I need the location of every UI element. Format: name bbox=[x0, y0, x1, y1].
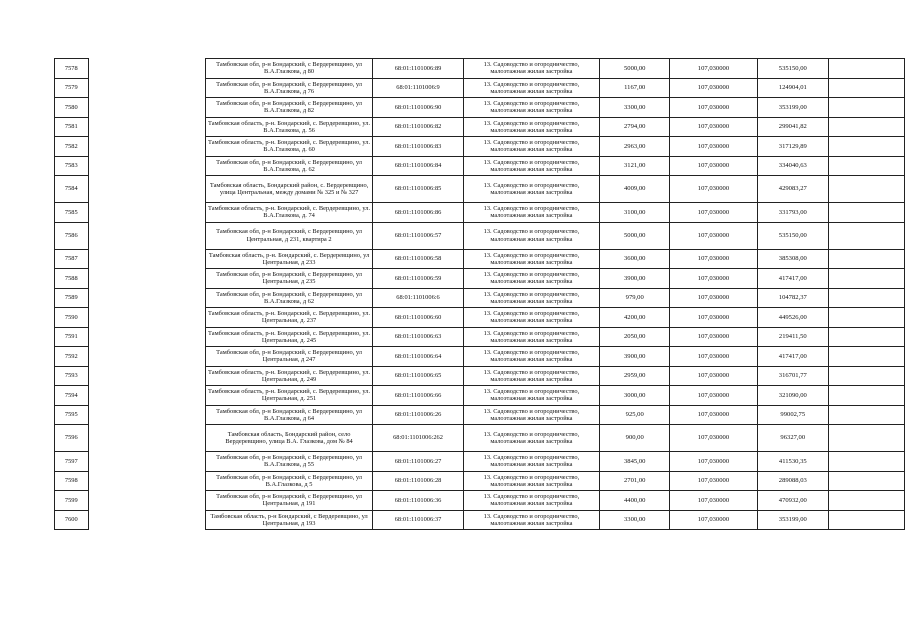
table-row bbox=[55, 203, 905, 223]
land-use-cell: 13. Садоводство и огородничество, малоэтажная жилая застройка bbox=[463, 117, 600, 137]
area-cell: 2963,00 bbox=[600, 137, 670, 157]
cadastral-value-cell: 353199,00 bbox=[757, 98, 828, 118]
table-row bbox=[55, 308, 905, 328]
row-number-cell: 7592 bbox=[55, 347, 89, 367]
address-cell: Тамбовская обл, р-н Бондарский, с Вердеревщино, ул В.А.Глазкова, д 5 bbox=[205, 471, 373, 491]
blank-cell bbox=[88, 269, 205, 289]
land-use-cell: 13. Садоводство и огородничество, малоэтажная жилая застройка bbox=[463, 222, 600, 249]
area-cell: 2959,00 bbox=[600, 366, 670, 386]
blank-cell bbox=[88, 491, 205, 511]
specific-value-cell: 107,030000 bbox=[670, 269, 758, 289]
address-cell: Тамбовская область, Бондарский район, с. Вердеревщино, улица Центральная, между домами № 325 и № 327 bbox=[205, 176, 373, 203]
cadastral-value-cell: 417417,00 bbox=[757, 269, 828, 289]
address-cell: Тамбовская область, Бондарский район, село Вердеревщино, улица В.А. Глазкова, дом № 84 bbox=[205, 425, 373, 452]
cadastral-number-cell: 68:01:1101006:28 bbox=[373, 471, 463, 491]
cadastral-number-cell: 68:01:1101006:85 bbox=[373, 176, 463, 203]
blank-cell bbox=[828, 117, 904, 137]
land-use-cell: 13. Садоводство и огородничество, малоэтажная жилая застройка bbox=[463, 137, 600, 157]
row-number-cell: 7583 bbox=[55, 156, 89, 176]
specific-value-cell: 107,030000 bbox=[670, 59, 758, 79]
area-cell: 3845,00 bbox=[600, 452, 670, 472]
row-number-cell: 7596 bbox=[55, 425, 89, 452]
blank-cell bbox=[828, 156, 904, 176]
cadastral-value-cell: 411530,35 bbox=[757, 452, 828, 472]
cadastral-number-cell: 68:01:1101006:89 bbox=[373, 59, 463, 79]
blank-cell bbox=[88, 137, 205, 157]
land-use-cell: 13. Садоводство и огородничество, малоэтажная жилая застройка bbox=[463, 249, 600, 269]
address-cell: Тамбовская обл, р-н Бондарский, с Вердеревщино, ул Центральная, д 231, квартира 2 bbox=[205, 222, 373, 249]
blank-cell bbox=[88, 471, 205, 491]
row-number-cell: 7581 bbox=[55, 117, 89, 137]
cadastral-number-cell: 68:01:1101006:86 bbox=[373, 203, 463, 223]
area-cell: 1167,00 bbox=[600, 78, 670, 98]
address-cell: Тамбовская область, р-н. Бондарский, с. Вердеревщино, ул. Центральная, д. 251 bbox=[205, 386, 373, 406]
specific-value-cell: 107,030000 bbox=[670, 249, 758, 269]
table-row bbox=[55, 269, 905, 289]
address-cell: Тамбовская обл, р-н Бондарский, с Вердеревщино, ул В.А.Глазкова, д. 62 bbox=[205, 156, 373, 176]
blank-cell bbox=[88, 222, 205, 249]
table-row bbox=[55, 137, 905, 157]
row-number-cell: 7579 bbox=[55, 78, 89, 98]
land-use-cell: 13. Садоводство и огородничество, малоэтажная жилая застройка bbox=[463, 78, 600, 98]
row-number-cell: 7588 bbox=[55, 269, 89, 289]
blank-cell bbox=[88, 327, 205, 347]
cadastral-value-cell: 429083,27 bbox=[757, 176, 828, 203]
land-use-cell: 13. Садоводство и огородничество, малоэтажная жилая застройка bbox=[463, 308, 600, 328]
specific-value-cell: 107,030000 bbox=[670, 452, 758, 472]
address-cell: Тамбовская область, р-н. Бондарский, с. Вердеревщино, ул Центральная, д 233 bbox=[205, 249, 373, 269]
specific-value-cell: 107,030000 bbox=[670, 98, 758, 118]
row-number-cell: 7584 bbox=[55, 176, 89, 203]
area-cell: 5000,00 bbox=[600, 59, 670, 79]
table-row bbox=[55, 405, 905, 425]
address-cell: Тамбовская обл, р-н Бондарский, с Вердеревщино, ул В.А.Глазкова, д 55 bbox=[205, 452, 373, 472]
blank-cell bbox=[828, 386, 904, 406]
cadastral-number-cell: 68:01:1101006:57 bbox=[373, 222, 463, 249]
area-cell: 925,00 bbox=[600, 405, 670, 425]
cadastral-value-cell: 353199,00 bbox=[757, 510, 828, 530]
blank-cell bbox=[828, 98, 904, 118]
land-use-cell: 13. Садоводство и огородничество, малоэтажная жилая застройка bbox=[463, 288, 600, 308]
land-use-cell: 13. Садоводство и огородничество, малоэтажная жилая застройка bbox=[463, 156, 600, 176]
table-row bbox=[55, 78, 905, 98]
specific-value-cell: 107,030000 bbox=[670, 137, 758, 157]
specific-value-cell: 107,030000 bbox=[670, 117, 758, 137]
area-cell: 5000,00 bbox=[600, 222, 670, 249]
specific-value-cell: 107,030000 bbox=[670, 308, 758, 328]
cadastral-value-cell: 124904,01 bbox=[757, 78, 828, 98]
land-use-cell: 13. Садоводство и огородничество, малоэтажная жилая застройка bbox=[463, 176, 600, 203]
blank-cell bbox=[828, 308, 904, 328]
address-cell: Тамбовская область, р-н Бондарский, с Вердеревщино, ул Центральная, д 193 bbox=[205, 510, 373, 530]
address-cell: Тамбовская обл, р-н Бондарский, с Вердеревщино, ул Центральная, д 247 bbox=[205, 347, 373, 367]
land-use-cell: 13. Садоводство и огородничество, малоэтажная жилая застройка bbox=[463, 471, 600, 491]
table-row bbox=[55, 327, 905, 347]
land-use-cell: 13. Садоводство и огородничество, малоэтажная жилая застройка bbox=[463, 347, 600, 367]
table-row bbox=[55, 510, 905, 530]
area-cell: 3600,00 bbox=[600, 249, 670, 269]
cadastral-number-cell: 68:01:1101006:83 bbox=[373, 137, 463, 157]
blank-cell bbox=[88, 405, 205, 425]
blank-cell bbox=[828, 288, 904, 308]
cadastral-value-cell: 316701,77 bbox=[757, 366, 828, 386]
blank-cell bbox=[828, 249, 904, 269]
row-number-cell: 7593 bbox=[55, 366, 89, 386]
blank-cell bbox=[828, 452, 904, 472]
specific-value-cell: 107,030000 bbox=[670, 386, 758, 406]
address-cell: Тамбовская обл, р-н Бондарский, с Вердеревщино, ул В.А.Глазкова, д 82 bbox=[205, 98, 373, 118]
specific-value-cell: 107,030000 bbox=[670, 347, 758, 367]
address-cell: Тамбовская область, р-н. Бондарский, с. Вердеревщино, ул. В.А.Глазкова, д. 60 bbox=[205, 137, 373, 157]
area-cell: 4009,00 bbox=[600, 176, 670, 203]
area-cell: 979,00 bbox=[600, 288, 670, 308]
cadastral-value-cell: 535150,00 bbox=[757, 59, 828, 79]
table-row bbox=[55, 156, 905, 176]
cadastral-value-cell: 299041,82 bbox=[757, 117, 828, 137]
cadastral-number-cell: 68:01:1101006:66 bbox=[373, 386, 463, 406]
cadastral-value-cell: 99002,75 bbox=[757, 405, 828, 425]
land-use-cell: 13. Садоводство и огородничество, малоэтажная жилая застройка bbox=[463, 327, 600, 347]
address-cell: Тамбовская область, р-н. Бондарский, с. Вердеревщино, ул. В.А.Глазкова, д. 56 bbox=[205, 117, 373, 137]
address-cell: Тамбовская обл, р-н Бондарский, с Вердеревщино, ул В.А.Глазкова, д 62 bbox=[205, 288, 373, 308]
row-number-cell: 7580 bbox=[55, 98, 89, 118]
cadastral-value-cell: 449526,00 bbox=[757, 308, 828, 328]
address-cell: Тамбовская обл, р-н Бондарский, с Вердеревщино, ул В.А.Глазкова, д 64 bbox=[205, 405, 373, 425]
blank-cell bbox=[88, 510, 205, 530]
area-cell: 3900,00 bbox=[600, 347, 670, 367]
specific-value-cell: 107,030000 bbox=[670, 78, 758, 98]
land-use-cell: 13. Садоводство и огородничество, малоэтажная жилая застройка bbox=[463, 510, 600, 530]
specific-value-cell: 107,030000 bbox=[670, 222, 758, 249]
table-row bbox=[55, 452, 905, 472]
cadastral-number-cell: 68:01:1101006:37 bbox=[373, 510, 463, 530]
area-cell: 4400,00 bbox=[600, 491, 670, 511]
blank-cell bbox=[828, 78, 904, 98]
table-row bbox=[55, 491, 905, 511]
cadastral-value-cell: 219411,50 bbox=[757, 327, 828, 347]
blank-cell bbox=[88, 78, 205, 98]
blank-cell bbox=[88, 156, 205, 176]
blank-cell bbox=[88, 176, 205, 203]
cadastral-number-cell: 68:01:1101006:26 bbox=[373, 405, 463, 425]
table-row bbox=[55, 386, 905, 406]
blank-cell bbox=[88, 203, 205, 223]
specific-value-cell: 107,030000 bbox=[670, 491, 758, 511]
row-number-cell: 7585 bbox=[55, 203, 89, 223]
table-row bbox=[55, 222, 905, 249]
cadastral-number-cell: 68:01:1101006:59 bbox=[373, 269, 463, 289]
blank-cell bbox=[828, 347, 904, 367]
cadastral-value-cell: 470932,00 bbox=[757, 491, 828, 511]
address-cell: Тамбовская область, р-н. Бондарский, с. Вердеревщино, ул. В.А.Глазкова, д. 74 bbox=[205, 203, 373, 223]
row-number-cell: 7600 bbox=[55, 510, 89, 530]
land-use-cell: 13. Садоводство и огородничество, малоэтажная жилая застройка bbox=[463, 98, 600, 118]
blank-cell bbox=[828, 222, 904, 249]
specific-value-cell: 107,030000 bbox=[670, 203, 758, 223]
blank-cell bbox=[88, 249, 205, 269]
cadastral-value-cell: 289088,03 bbox=[757, 471, 828, 491]
cadastral-number-cell: 68:01:1101006:58 bbox=[373, 249, 463, 269]
row-number-cell: 7599 bbox=[55, 491, 89, 511]
blank-cell bbox=[828, 269, 904, 289]
land-use-cell: 13. Садоводство и огородничество, малоэтажная жилая застройка bbox=[463, 366, 600, 386]
cadastral-number-cell: 68:01:1101006:6 bbox=[373, 288, 463, 308]
blank-cell bbox=[828, 366, 904, 386]
cadastral-number-cell: 68:01:1101006:262 bbox=[373, 425, 463, 452]
row-number-cell: 7582 bbox=[55, 137, 89, 157]
area-cell: 3900,00 bbox=[600, 269, 670, 289]
table-row bbox=[55, 249, 905, 269]
row-number-cell: 7590 bbox=[55, 308, 89, 328]
cadastral-number-cell: 68:01:1101006:84 bbox=[373, 156, 463, 176]
cadastral-value-cell: 334040,63 bbox=[757, 156, 828, 176]
table-row bbox=[55, 425, 905, 452]
blank-cell bbox=[88, 366, 205, 386]
cadastral-number-cell: 68:01:1101006:65 bbox=[373, 366, 463, 386]
land-use-cell: 13. Садоводство и огородничество, малоэтажная жилая застройка bbox=[463, 405, 600, 425]
area-cell: 3300,00 bbox=[600, 510, 670, 530]
blank-cell bbox=[828, 137, 904, 157]
table-row bbox=[55, 471, 905, 491]
blank-cell bbox=[828, 405, 904, 425]
cadastral-number-cell: 68:01:1101006:60 bbox=[373, 308, 463, 328]
cadastral-number-cell: 68:01:1101006:36 bbox=[373, 491, 463, 511]
cadastral-value-cell: 417417,00 bbox=[757, 347, 828, 367]
address-cell: Тамбовская область, р-н. Бондарский, с. Вердеревщино, ул. Центральная, д. 249 bbox=[205, 366, 373, 386]
land-use-cell: 13. Садоводство и огородничество, малоэтажная жилая застройка bbox=[463, 269, 600, 289]
address-cell: Тамбовская обл, р-н Бондарский, с Вердеревщино, ул Центральная, д 191 bbox=[205, 491, 373, 511]
blank-cell bbox=[828, 327, 904, 347]
table-row bbox=[55, 347, 905, 367]
blank-cell bbox=[828, 471, 904, 491]
row-number-cell: 7597 bbox=[55, 452, 89, 472]
area-cell: 2794,00 bbox=[600, 117, 670, 137]
cadastral-value-cell: 104782,37 bbox=[757, 288, 828, 308]
cadastral-value-cell: 385308,00 bbox=[757, 249, 828, 269]
table-row bbox=[55, 366, 905, 386]
specific-value-cell: 107,030000 bbox=[670, 425, 758, 452]
cadastral-number-cell: 68:01:1101006:27 bbox=[373, 452, 463, 472]
specific-value-cell: 107,030000 bbox=[670, 471, 758, 491]
table-row bbox=[55, 288, 905, 308]
cadastral-number-cell: 68:01:1101006:63 bbox=[373, 327, 463, 347]
cadastral-number-cell: 68:01:1101006:90 bbox=[373, 98, 463, 118]
address-cell: Тамбовская обл, р-н Бондарский, с Вердеревщино, ул Центральная, д 235 bbox=[205, 269, 373, 289]
table-row bbox=[55, 176, 905, 203]
blank-cell bbox=[88, 386, 205, 406]
specific-value-cell: 107,030000 bbox=[670, 327, 758, 347]
land-use-cell: 13. Садоводство и огородничество, малоэтажная жилая застройка bbox=[463, 491, 600, 511]
area-cell: 3300,00 bbox=[600, 98, 670, 118]
land-use-cell: 13. Садоводство и огородничество, малоэтажная жилая застройка bbox=[463, 452, 600, 472]
blank-cell bbox=[88, 308, 205, 328]
blank-cell bbox=[828, 176, 904, 203]
blank-cell bbox=[88, 425, 205, 452]
row-number-cell: 7595 bbox=[55, 405, 89, 425]
blank-cell bbox=[88, 98, 205, 118]
blank-cell bbox=[828, 491, 904, 511]
cadastral-value-cell: 331793,00 bbox=[757, 203, 828, 223]
table-row bbox=[55, 59, 905, 79]
land-use-cell: 13. Садоводство и огородничество, малоэтажная жилая застройка bbox=[463, 425, 600, 452]
cadastral-value-cell: 96327,00 bbox=[757, 425, 828, 452]
specific-value-cell: 107,030000 bbox=[670, 288, 758, 308]
area-cell: 2050,00 bbox=[600, 327, 670, 347]
specific-value-cell: 107,030000 bbox=[670, 405, 758, 425]
row-number-cell: 7591 bbox=[55, 327, 89, 347]
blank-cell bbox=[828, 59, 904, 79]
row-number-cell: 7589 bbox=[55, 288, 89, 308]
address-cell: Тамбовская область, р-н. Бондарский, с. Вердеревщино, ул. Центральная, д. 245 bbox=[205, 327, 373, 347]
blank-cell bbox=[88, 117, 205, 137]
cadastral-number-cell: 68:01:1101006:82 bbox=[373, 117, 463, 137]
land-use-cell: 13. Садоводство и огородничество, малоэтажная жилая застройка bbox=[463, 59, 600, 79]
land-use-cell: 13. Садоводство и огородничество, малоэтажная жилая застройка bbox=[463, 203, 600, 223]
land-cadastral-table bbox=[54, 58, 905, 530]
land-use-cell: 13. Садоводство и огородничество, малоэтажная жилая застройка bbox=[463, 386, 600, 406]
blank-cell bbox=[88, 452, 205, 472]
address-cell: Тамбовская обл, р-н Бондарский, с Вердеревщино, ул В.А.Глазкова, д 80 bbox=[205, 59, 373, 79]
cadastral-value-cell: 535150,00 bbox=[757, 222, 828, 249]
blank-cell bbox=[828, 510, 904, 530]
specific-value-cell: 107,030000 bbox=[670, 156, 758, 176]
address-cell: Тамбовская обл, р-н Бондарский, с Вердеревщино, ул В.А.Глазкова, д 76 bbox=[205, 78, 373, 98]
cadastral-number-cell: 68:01:1101006:64 bbox=[373, 347, 463, 367]
row-number-cell: 7598 bbox=[55, 471, 89, 491]
area-cell: 3100,00 bbox=[600, 203, 670, 223]
area-cell: 4200,00 bbox=[600, 308, 670, 328]
specific-value-cell: 107,030000 bbox=[670, 366, 758, 386]
table-body bbox=[55, 59, 905, 530]
blank-cell bbox=[828, 425, 904, 452]
area-cell: 2701,00 bbox=[600, 471, 670, 491]
row-number-cell: 7594 bbox=[55, 386, 89, 406]
cadastral-value-cell: 317129,89 bbox=[757, 137, 828, 157]
row-number-cell: 7586 bbox=[55, 222, 89, 249]
specific-value-cell: 107,030000 bbox=[670, 510, 758, 530]
row-number-cell: 7578 bbox=[55, 59, 89, 79]
blank-cell bbox=[828, 203, 904, 223]
specific-value-cell: 107,030000 bbox=[670, 176, 758, 203]
area-cell: 3121,00 bbox=[600, 156, 670, 176]
cadastral-value-cell: 321090,00 bbox=[757, 386, 828, 406]
blank-cell bbox=[88, 59, 205, 79]
blank-cell bbox=[88, 347, 205, 367]
cadastral-number-cell: 68:01:1101006:9 bbox=[373, 78, 463, 98]
row-number-cell: 7587 bbox=[55, 249, 89, 269]
table-row bbox=[55, 98, 905, 118]
area-cell: 900,00 bbox=[600, 425, 670, 452]
blank-cell bbox=[88, 288, 205, 308]
area-cell: 3000,00 bbox=[600, 386, 670, 406]
address-cell: Тамбовская область, р-н. Бондарский, с. Вердеревщино, ул. Центральная, д. 237 bbox=[205, 308, 373, 328]
table-row bbox=[55, 117, 905, 137]
